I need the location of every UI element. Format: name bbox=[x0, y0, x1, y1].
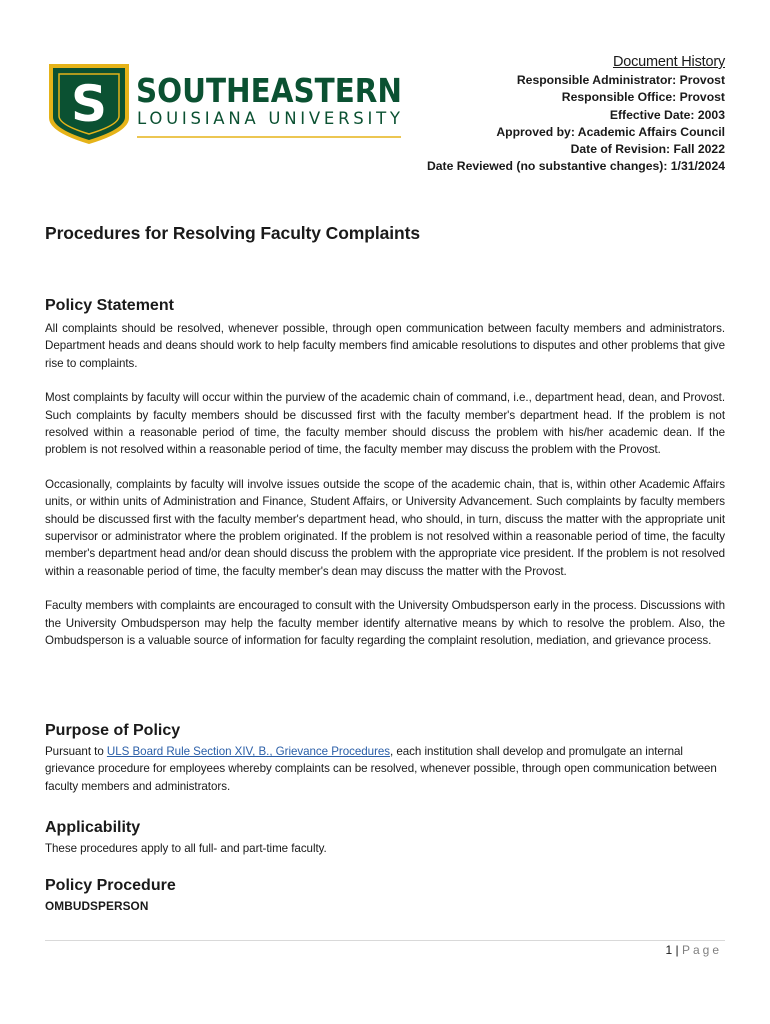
procedure-heading: Policy Procedure bbox=[45, 877, 176, 894]
history-line-revision-date: Date of Revision: Fall 2022 bbox=[570, 142, 725, 157]
logo-line2: LOUISIANA UNIVERSITY bbox=[137, 109, 400, 128]
purpose-text-post: , each institution shall develop and promulgate an internal grievance procedure for employees whereby complaints can be resolved, whenever possible, through open communication between faculty members and administrators. bbox=[45, 745, 717, 793]
logo-line1: SOUTHEASTERN bbox=[136, 72, 402, 110]
page-separator: | bbox=[672, 943, 682, 957]
applicability-section bbox=[45, 818, 725, 857]
footer-divider bbox=[45, 940, 725, 941]
logo-letter: S bbox=[70, 75, 108, 133]
purpose-section bbox=[45, 721, 725, 795]
history-line-effective-date: Effective Date: 2003 bbox=[609, 107, 725, 122]
policy-statement-paragraph-3: Occasionally, complaints by faculty will involve issues outside the scope of the academic chain, that is, within other Academic Affairs units, or within units of Administration and Finance, Student Affairs, or University Advancement. Such complaints by faculty members should be discussed first with the faculty member's department head, who should, in turn, discuss the matter with the appropriate unit supervisor or administrator where the problem originated. If the problem is not resolved within a reasonable period of time, the faculty member's department head and/or dean should discuss the problem with the appropriate vice president. If the problem is not resolved within a reasonable period of time, the faculty member's dean may discuss the matter with the Provost. bbox=[45, 477, 725, 578]
page-label: Page bbox=[681, 943, 722, 957]
document-history bbox=[427, 52, 725, 176]
ombudsperson-subheading: OMBUDSPERSON bbox=[45, 899, 149, 913]
applicability-heading: Applicability bbox=[45, 819, 141, 836]
document-title: Procedures for Resolving Faculty Complaints bbox=[45, 223, 420, 243]
university-logo bbox=[48, 62, 406, 146]
policy-statement-paragraph-1: All complaints should be resolved, whenever possible, through open communication between faculty members and administrators. Department heads and deans should work to help faculty members find amicable resolutions to disputes and other problems that give rise to complaints. bbox=[45, 322, 725, 370]
purpose-text-pre: Pursuant to bbox=[45, 745, 107, 758]
history-line-approved-by: Approved by: Academic Affairs Council bbox=[496, 124, 725, 139]
policy-statement-heading: Policy Statement bbox=[45, 297, 174, 314]
policy-statement-paragraph-4: Faculty members with complaints are encouraged to consult with the University Ombudsperson early in the process. Discussions with the University Ombudsperson may help the faculty member identify alternative means by which to resolve the problem. Also, the Ombudsperson is a valuable source of information for faculty regarding the complaint resolution, mediation, and grievance process. bbox=[45, 599, 725, 648]
procedure-section bbox=[45, 876, 725, 913]
uls-board-rule-link[interactable]: ULS Board Rule Section XIV, B., Grievance Procedures bbox=[106, 745, 391, 758]
policy-statement-paragraph-2: Most complaints by faculty will occur within the purview of the academic chain of command, i.e., department head, dean, and Provost. Such complaints by faculty members should be discussed first with the faculty member's department head. If the problem is not resolved within a reasonable period of time, the faculty member should discuss the problem with his/her academic dean. If the problem is not resolved within a reasonable period of time, the faculty member may discuss the problem with the Provost. bbox=[45, 391, 725, 457]
applicability-text: These procedures apply to all full- and part-time faculty. bbox=[45, 842, 327, 855]
page-footer bbox=[665, 943, 722, 957]
purpose-heading: Purpose of Policy bbox=[45, 722, 181, 739]
page-number: 1 bbox=[665, 943, 673, 957]
policy-statement-section bbox=[45, 296, 725, 650]
history-line-office: Responsible Office: Provost bbox=[561, 90, 725, 105]
purpose-paragraph bbox=[45, 743, 725, 795]
document-history-title: Document History bbox=[612, 54, 725, 70]
history-line-administrator: Responsible Administrator: Provost bbox=[516, 73, 725, 87]
history-line-reviewed-date: Date Reviewed (no substantive changes): 1/31/2024 bbox=[426, 159, 725, 174]
